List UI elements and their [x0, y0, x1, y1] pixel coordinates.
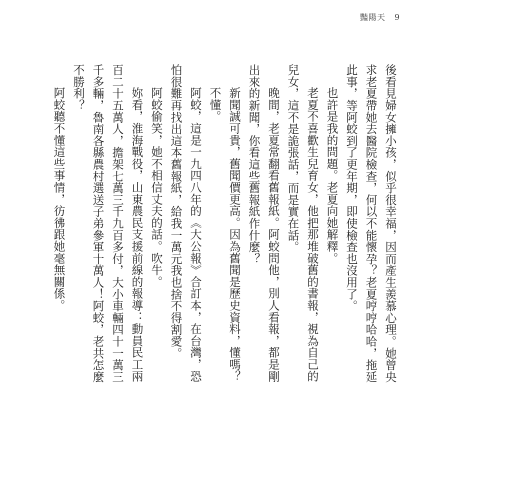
- paragraph-5: 新聞誠可貴，舊聞價更高。因為舊聞是歷史資料，懂嗎？: [228, 87, 242, 382]
- paragraph-1: 後看見婦女擁小孩，似乎很幸福，因而產生羨慕心理。她曾央求老夏帶她去醫院檢查，何以不能懷孕？老夏哼哼哈哈，拖延此事，等阿蛟到了更年期，即使檢查也沒用了。: [345, 64, 398, 383]
- paragraph-2: 也許是我的問題。老夏向她解釋。: [325, 87, 340, 264]
- paragraph-8: 阿蛟偷笑，她不相信丈夫的話。吹牛。: [150, 87, 164, 288]
- paragraph-9: 妳看，淮海戰役，山東農民支援前線的報導：動員民工兩百二十五萬人，擔架七萬三千九百多付，大小車輛四十一萬三千多輛，魯南各縣農村選送子弟參軍十萬人！阿蛟，老共怎麼不勝利？: [72, 64, 145, 383]
- paragraph-4: 晚間，老夏常翻看舊報紙。阿蛟問他，別人看報，都是剛出來的新聞，你看這些舊報紙作什麼？: [247, 64, 281, 382]
- vertical-text-body: [52, 64, 400, 384]
- paragraph-7: 阿蛟，這是一九四八年的《大公報》合訂本，在台灣，恐怕很難再找出這本舊報紙，給我一萬元我也捨不得割愛。: [169, 64, 203, 382]
- paragraph-6: 不懂。: [208, 87, 223, 123]
- running-header: [360, 12, 406, 23]
- paragraph-10: 阿蛟聽不懂這些事情，彷彿跟她毫無關係。: [52, 87, 67, 312]
- paragraph-3: 老夏不喜歡生兒育女，他把那堆破舊的書報，視為自己的兒女，這不是詭張話，而是實在話。: [286, 64, 320, 382]
- page-number: 9: [394, 13, 401, 22]
- book-title: 豔陽天: [360, 13, 386, 22]
